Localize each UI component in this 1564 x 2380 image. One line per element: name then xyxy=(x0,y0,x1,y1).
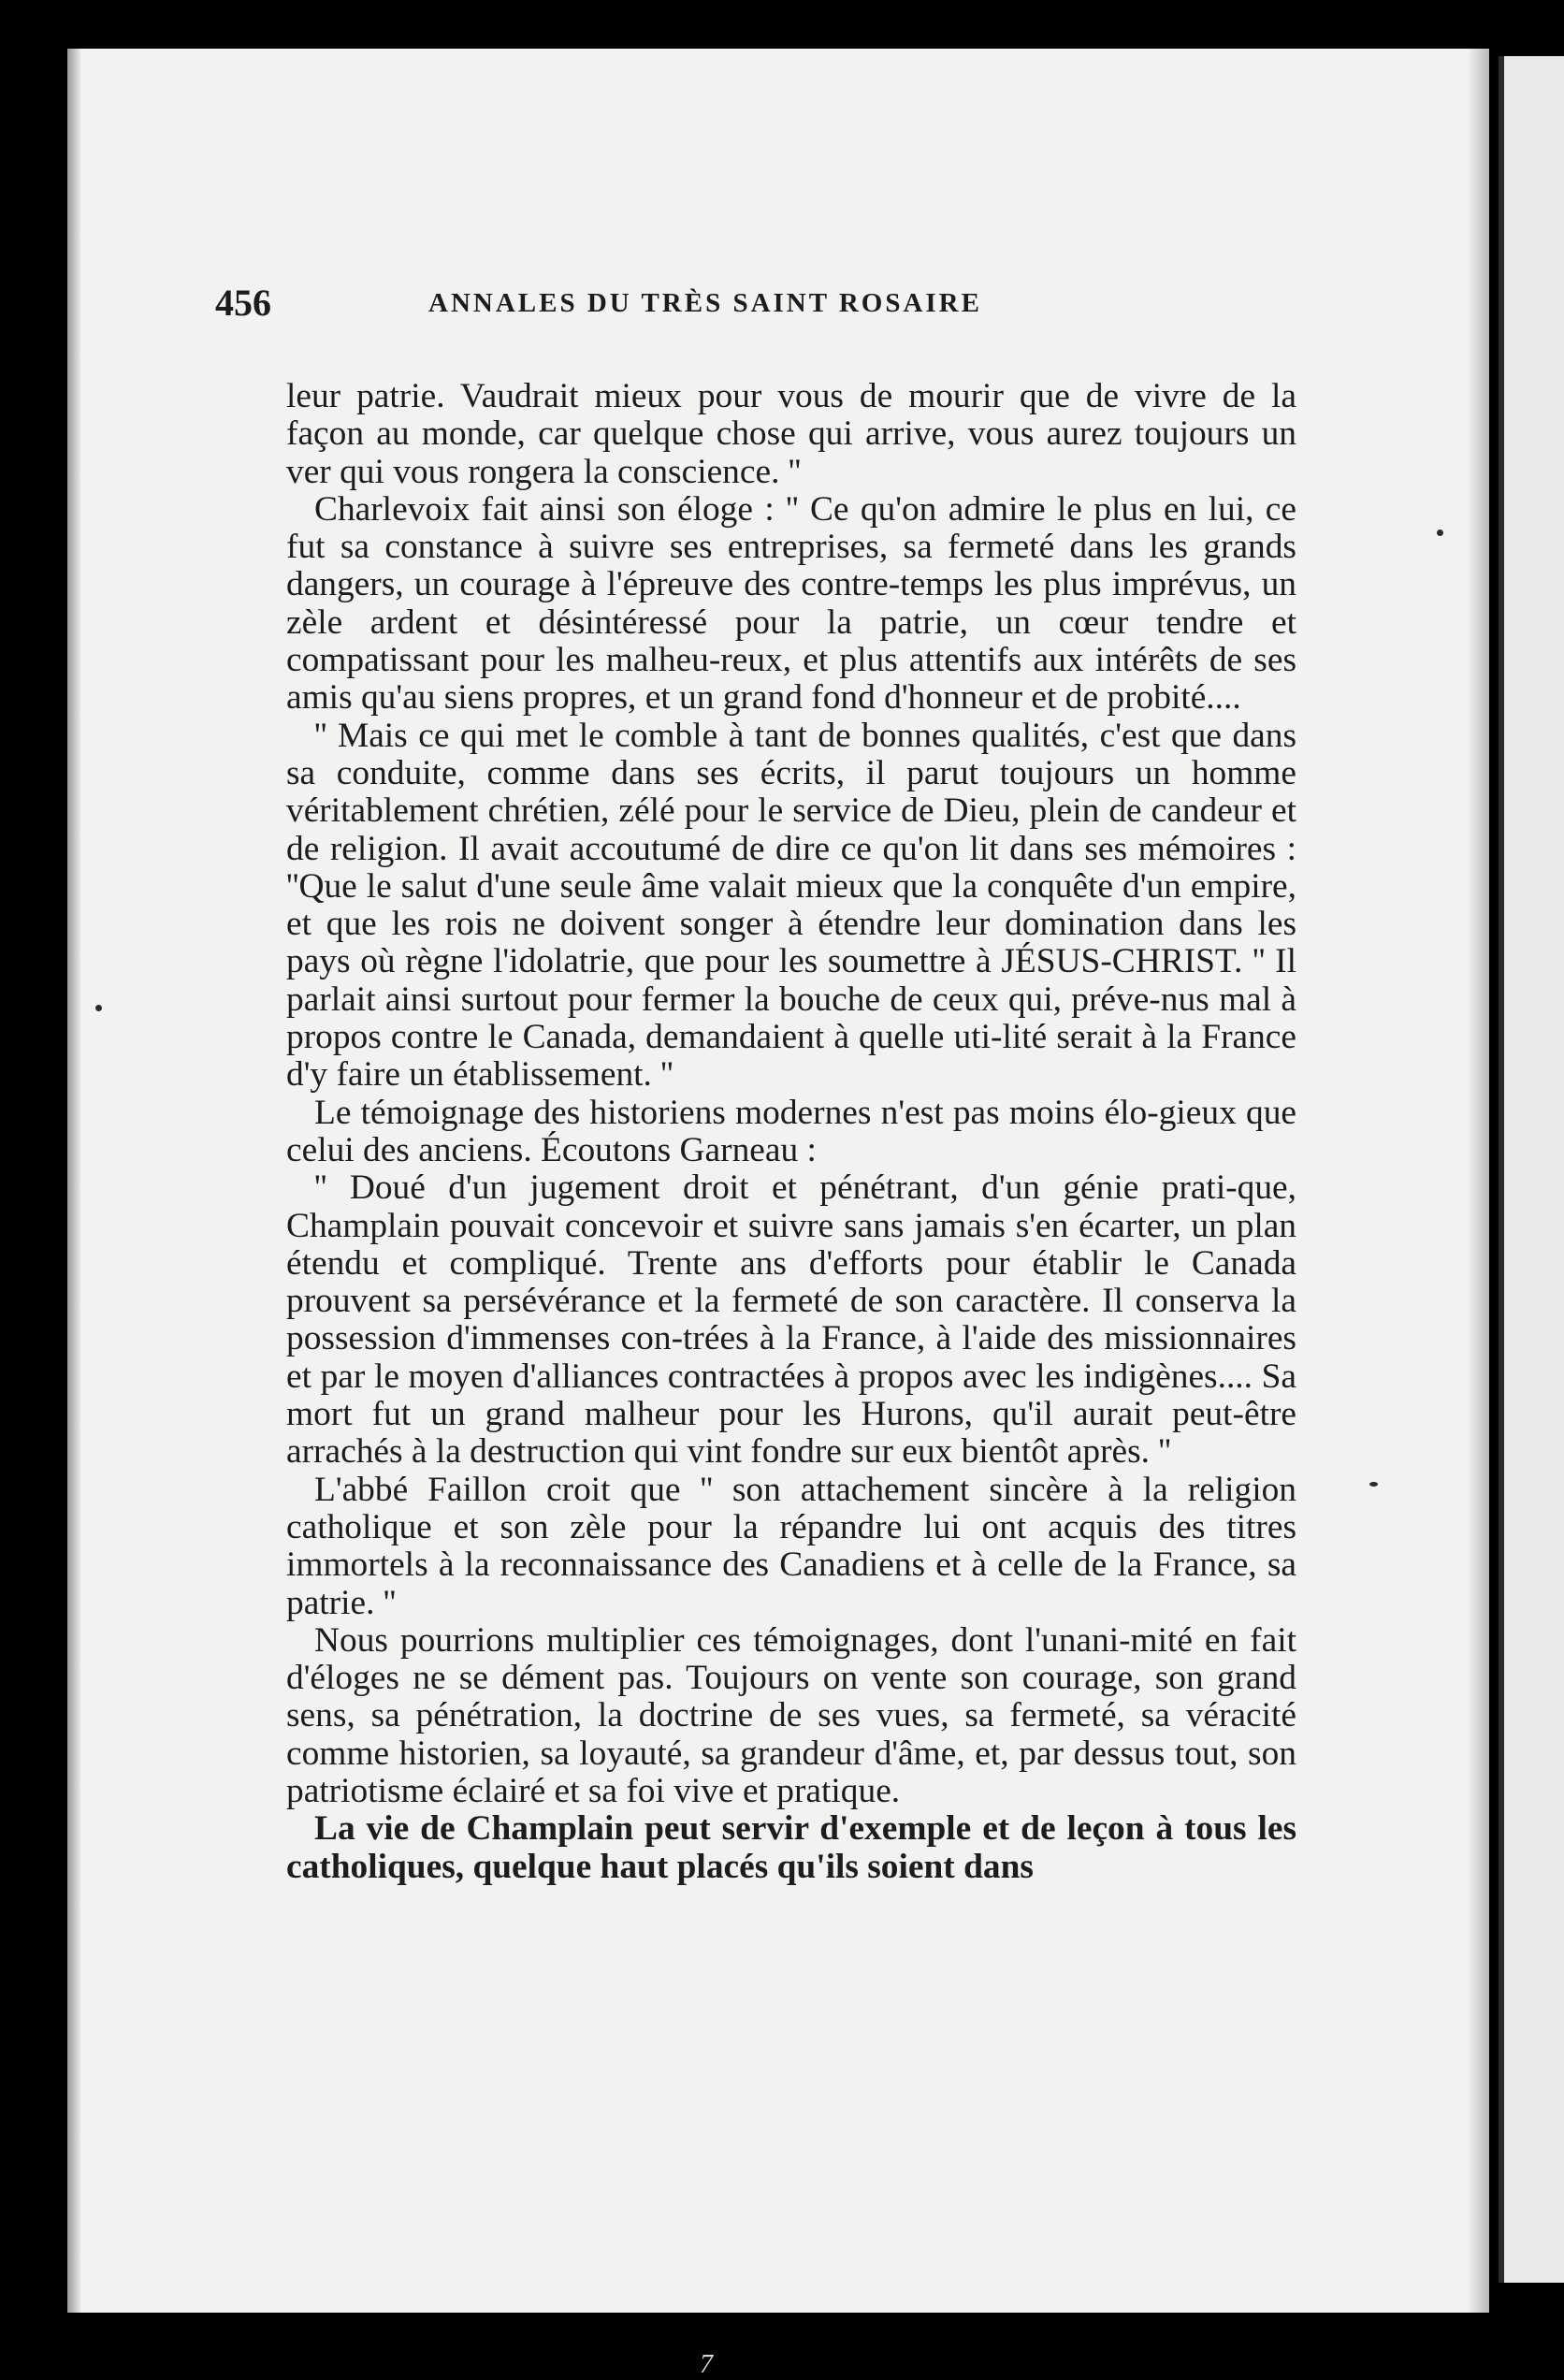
paragraph: L'abbé Faillon croit que '' son attachement sincère à la religion catholique et son zèle pour la répandre lui ont acquis des titres immortels à la reconnaissance des Canadiens et à celle de la France, sa patrie. '' xyxy=(286,1470,1296,1622)
running-title: ANNALES DU TRÈS SAINT ROSAIRE xyxy=(428,288,982,318)
body-text xyxy=(286,378,1296,1886)
adjacent-page-edge xyxy=(1499,56,1564,2283)
paragraph: leur patrie. Vaudrait mieux pour vous de mourir que de vivre de la façon au monde, car quelque chose qui arrive, vous aurez toujours un ver qui vous rongera la conscience. '' xyxy=(286,377,1296,491)
page-binding-shadow xyxy=(67,49,80,2313)
paragraph: '' Doué d'un jugement droit et pénétrant, d'un génie prati-que, Champlain pouvait concevoir et suivre sans jamais s'en écarter, un plan étendu et compliqué. Trente ans d'efforts pour établir le Canada prouvent sa persévérance et la fermeté de son caractère. Il conserva la possession d'immenses con-trées à la France, à l'aide des missionnaires et par le moyen d'alliances contractées à propos avec les indigènes.... Sa mort fut un grand malheur pour les Hurons, qu'il aurait peut-être arrachés à la destruction qui vint fondre sur eux bientôt après. '' xyxy=(286,1168,1296,1472)
paragraph: Nous pourrions multiplier ces témoignages, dont l'unani-mité en fait d'éloges ne se dément pas. Toujours on vente son courage, son grand sens, sa pénétration, la doctrine de ses vues, sa fermeté, sa véracité comme historien, sa loyauté, sa grandeur d'âme, et, par dessus tout, son patriotisme éclairé et sa foi vive et pratique. xyxy=(286,1620,1296,1810)
ink-speck xyxy=(95,1005,102,1011)
ink-speck xyxy=(1369,1482,1378,1487)
paragraph: La vie de Champlain peut servir d'exemple et de leçon à tous les catholiques, quelque haut placés qu'ils soient dans xyxy=(286,1809,1296,1886)
page-edge-shadow xyxy=(1469,49,1489,2313)
page-number: 456 xyxy=(215,282,271,324)
paragraph: Le témoignage des historiens modernes n'est pas moins élo-gieux que celui des anciens. Écoutons Garneau : xyxy=(286,1093,1296,1169)
paragraph: '' Mais ce qui met le comble à tant de bonnes qualités, c'est que dans sa conduite, comme dans ses écrits, il parut toujours un homme véritablement chrétien, zélé pour le service de Dieu, plein de candeur et de religion. Il avait accoutumé de dire ce qu'on lit dans ses mémoires : ''Que le salut d'une seule âme valait mieux que la conquête d'un empire, et que les rois ne doivent songer à étendre leur domination dans les pays où règne l'idolatrie, que pour les soumettre à JÉSUS-CHRIST. '' Il parlait ainsi surtout pour fermer la bouche de ceux qui, préve-nus mal à propos contre le Canada, demandaient à quelle uti-lité serait à la France d'y faire un établissement. '' xyxy=(286,716,1296,1095)
paragraph: Charlevoix fait ainsi son éloge : '' Ce qu'on admire le plus en lui, ce fut sa constance à suivre ses entreprises, sa fermeté dans les grands dangers, un courage à l'épreuve des contre-temps les plus imprévus, un zèle ardent et désintéressé pour la patrie, un cœur tendre et compatissant pour les malheu-reux, et plus attentifs aux intérêts de ses amis qu'au siens propres, et un grand fond d'honneur et de probité.... xyxy=(286,489,1296,718)
page-header xyxy=(215,281,1244,337)
footer-mark: 7 xyxy=(700,2350,713,2379)
ink-speck xyxy=(1437,530,1443,536)
